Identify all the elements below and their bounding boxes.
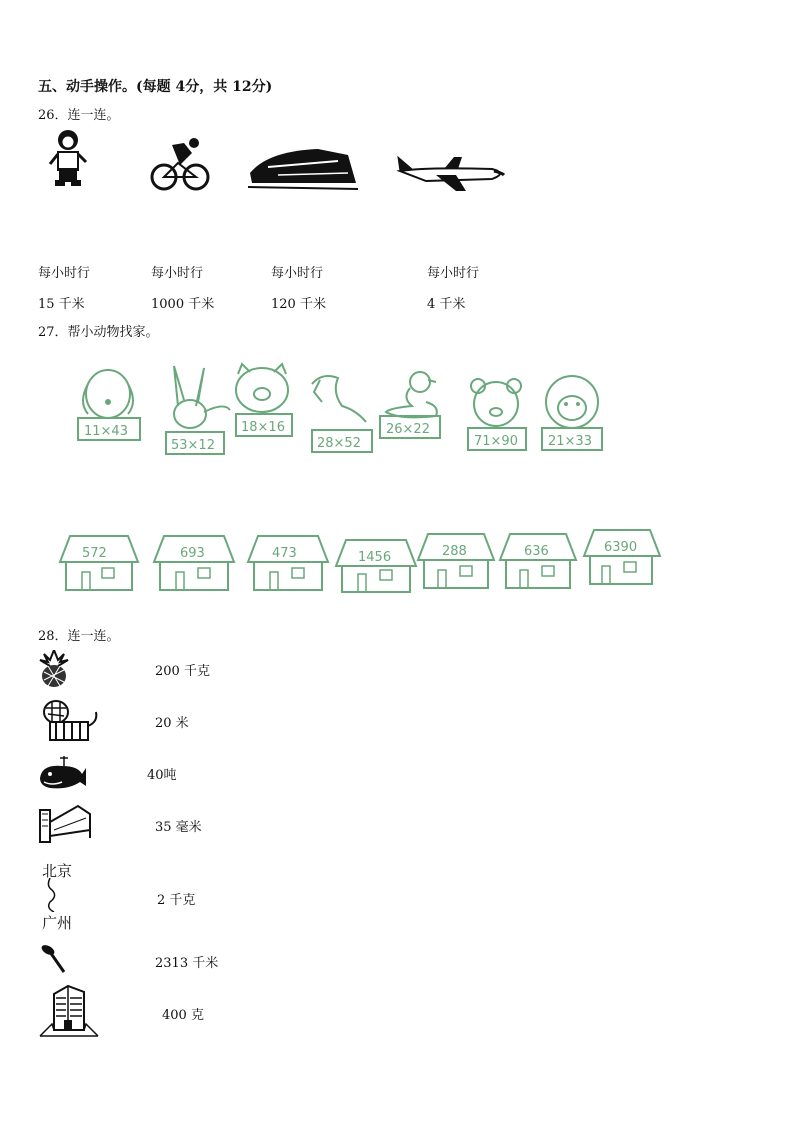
bed-icon: [38, 800, 94, 844]
house-4: [336, 540, 416, 592]
q28-value-5: 2 千克: [157, 893, 196, 908]
nail-icon: [40, 944, 68, 974]
q26-speed-2: 1000 千米: [151, 297, 215, 312]
route-line: [44, 878, 74, 912]
q26-speed-1: 15 千米: [38, 297, 85, 312]
pineapple-icon: [38, 650, 70, 688]
house-2: [154, 536, 234, 590]
house-number-7: 6390: [604, 540, 638, 555]
q26-label-1: 每小时行: [38, 266, 91, 281]
house-5: [418, 534, 494, 588]
whale-icon: [38, 752, 88, 792]
map-route-icon: [40, 860, 84, 934]
monkey-icon: [546, 376, 598, 428]
question-27-number: 27．帮小动物找家。: [38, 325, 159, 340]
bear-expr: 71×90: [474, 434, 518, 449]
q28-value-7: 400 克: [162, 1008, 204, 1023]
train-icon: [248, 145, 358, 191]
duck-expr: 26×22: [386, 422, 430, 437]
house-3: [248, 536, 328, 590]
pig-icon: [236, 364, 288, 412]
house-1: [60, 536, 138, 590]
q26-label-3: 每小时行: [271, 266, 324, 281]
house-6: [500, 534, 576, 588]
map-beijing-label: 北京: [42, 862, 73, 880]
building-icon: [38, 984, 100, 1038]
section-title: 五、动手操作。(每题 4分，共 12分): [38, 79, 273, 95]
duck-icon: [386, 372, 437, 417]
question-28-number: 28．连一连。: [38, 629, 120, 644]
map-guangzhou-label: 广州: [42, 914, 73, 932]
q26-label-4: 每小时行: [427, 266, 480, 281]
goat-icon: [312, 376, 366, 422]
q26-speed-3: 120 千米: [271, 297, 326, 312]
rabbit-expr: 53×12: [171, 438, 215, 453]
house-7: [584, 530, 660, 584]
house-row: [58, 528, 662, 594]
q26-label-2: 每小时行: [151, 266, 204, 281]
q28-value-6: 2313 千米: [155, 956, 219, 971]
person-icon: [48, 128, 88, 190]
house-number-4: 1456: [358, 550, 392, 565]
cyclist-icon: [150, 135, 210, 193]
airplane-icon: [396, 153, 508, 193]
house-number-6: 636: [524, 544, 549, 559]
q28-value-3: 40吨: [147, 768, 177, 783]
question-26-number: 26．连一连。: [38, 108, 120, 123]
dog-icon: [83, 370, 133, 418]
monkey-expr: 21×33: [548, 434, 592, 449]
tiger-icon: [38, 698, 100, 746]
q28-value-4: 35 毫米: [155, 820, 202, 835]
dog-expr: 11×43: [84, 424, 128, 439]
bear-icon: [471, 379, 521, 426]
pig-expr: 18×16: [241, 420, 285, 435]
house-number-1: 572: [82, 546, 107, 561]
goat-expr: 28×52: [317, 436, 361, 451]
house-number-5: 288: [442, 544, 467, 559]
q28-value-2: 20 米: [155, 716, 189, 731]
rabbit-icon: [174, 366, 230, 428]
house-number-2: 693: [180, 546, 205, 561]
q26-speed-4: 4 千米: [427, 297, 466, 312]
house-number-3: 473: [272, 546, 297, 561]
q28-value-1: 200 千克: [155, 664, 210, 679]
animal-row: [70, 362, 618, 462]
